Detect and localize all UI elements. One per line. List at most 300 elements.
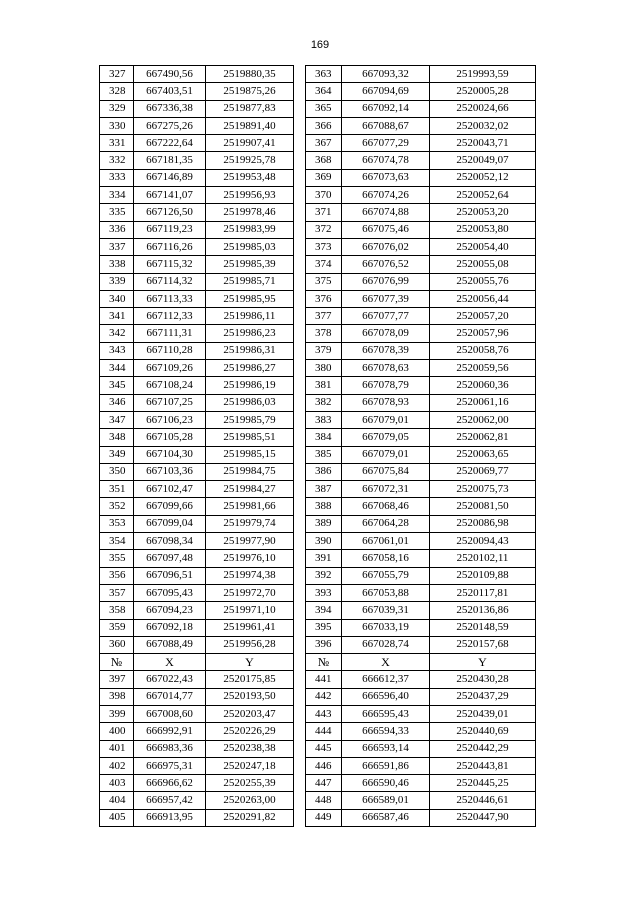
point-number-right: 396 xyxy=(306,636,342,653)
coord-x-left: 667146,89 xyxy=(134,169,206,186)
coord-y-right: 2520056,44 xyxy=(430,290,536,307)
point-number-left: 345 xyxy=(100,377,134,394)
column-gap xyxy=(294,792,306,809)
column-gap xyxy=(294,135,306,152)
coord-x-right: 667075,46 xyxy=(342,221,430,238)
coordinates-section-1 xyxy=(100,66,536,654)
coord-y-right: 2520055,08 xyxy=(430,256,536,273)
coord-y-right: 2520086,98 xyxy=(430,515,536,532)
table-row xyxy=(100,221,536,238)
coord-y-right: 2520062,81 xyxy=(430,429,536,446)
table-row xyxy=(100,602,536,619)
table-row xyxy=(100,204,536,221)
point-number-left: 401 xyxy=(100,740,134,757)
coord-x-right: 667028,74 xyxy=(342,636,430,653)
column-gap xyxy=(294,256,306,273)
coord-y-right: 2520094,43 xyxy=(430,533,536,550)
table-row xyxy=(100,533,536,550)
coord-x-right: 667076,52 xyxy=(342,256,430,273)
coord-y-left: 2519985,95 xyxy=(206,290,294,307)
table-row xyxy=(100,723,536,740)
coord-x-right: 666594,33 xyxy=(342,723,430,740)
column-gap xyxy=(294,671,306,688)
coord-y-right: 2520447,90 xyxy=(430,809,536,826)
coord-x-left: 667106,23 xyxy=(134,411,206,428)
point-number-left: 339 xyxy=(100,273,134,290)
table-row xyxy=(100,809,536,826)
coord-y-left: 2519880,35 xyxy=(206,66,294,83)
table-row xyxy=(100,567,536,584)
table-row xyxy=(100,636,536,653)
table-row xyxy=(100,169,536,186)
column-gap xyxy=(294,550,306,567)
header-y-right: Y xyxy=(430,654,536,671)
table-row xyxy=(100,411,536,428)
column-gap xyxy=(294,463,306,480)
point-number-right: 369 xyxy=(306,169,342,186)
column-gap xyxy=(294,169,306,186)
point-number-right: 442 xyxy=(306,688,342,705)
coord-y-right: 2520102,11 xyxy=(430,550,536,567)
coord-x-left: 666992,91 xyxy=(134,723,206,740)
point-number-left: 347 xyxy=(100,411,134,428)
coord-y-left: 2519877,83 xyxy=(206,100,294,117)
point-number-left: 327 xyxy=(100,66,134,83)
point-number-left: 360 xyxy=(100,636,134,653)
coord-y-left: 2520255,39 xyxy=(206,775,294,792)
point-number-right: 395 xyxy=(306,619,342,636)
column-gap xyxy=(294,481,306,498)
table-row xyxy=(100,671,536,688)
point-number-right: 370 xyxy=(306,187,342,204)
column-gap xyxy=(294,187,306,204)
coord-y-right: 2520148,59 xyxy=(430,619,536,636)
coord-x-left: 667092,18 xyxy=(134,619,206,636)
point-number-left: 398 xyxy=(100,688,134,705)
point-number-left: 336 xyxy=(100,221,134,238)
coord-y-right: 2520052,64 xyxy=(430,187,536,204)
coord-y-left: 2519974,38 xyxy=(206,567,294,584)
coord-x-right: 667074,26 xyxy=(342,187,430,204)
point-number-left: 335 xyxy=(100,204,134,221)
point-number-left: 358 xyxy=(100,602,134,619)
page-number: 169 xyxy=(310,39,330,51)
coord-x-right: 667074,78 xyxy=(342,152,430,169)
coord-y-left: 2519986,11 xyxy=(206,308,294,325)
column-gap xyxy=(294,619,306,636)
coord-y-right: 2520446,61 xyxy=(430,792,536,809)
coord-y-left: 2519956,28 xyxy=(206,636,294,653)
coord-y-right: 2520442,29 xyxy=(430,740,536,757)
column-gap xyxy=(294,360,306,377)
point-number-left: 330 xyxy=(100,117,134,134)
point-number-left: 355 xyxy=(100,550,134,567)
point-number-left: 331 xyxy=(100,135,134,152)
point-number-right: 389 xyxy=(306,515,342,532)
coord-y-left: 2519985,03 xyxy=(206,238,294,255)
coord-x-right: 667078,79 xyxy=(342,377,430,394)
coordinates-section-2 xyxy=(100,671,536,827)
coord-x-right: 666596,40 xyxy=(342,688,430,705)
table-row xyxy=(100,757,536,774)
coord-x-right: 667078,93 xyxy=(342,394,430,411)
coord-x-left: 667102,47 xyxy=(134,481,206,498)
table-row xyxy=(100,688,536,705)
coord-y-left: 2519985,39 xyxy=(206,256,294,273)
column-gap xyxy=(294,498,306,515)
coord-x-left: 667014,77 xyxy=(134,688,206,705)
coord-y-right: 2520439,01 xyxy=(430,705,536,722)
coord-y-right: 2520024,66 xyxy=(430,100,536,117)
point-number-left: 354 xyxy=(100,533,134,550)
coord-x-right: 667064,28 xyxy=(342,515,430,532)
point-number-left: 353 xyxy=(100,515,134,532)
coord-y-right: 2520062,00 xyxy=(430,411,536,428)
coord-y-right: 2520061,16 xyxy=(430,394,536,411)
column-gap xyxy=(294,238,306,255)
point-number-left: 348 xyxy=(100,429,134,446)
table-row xyxy=(100,135,536,152)
column-gap xyxy=(294,705,306,722)
column-gap xyxy=(294,688,306,705)
coord-y-left: 2519977,90 xyxy=(206,533,294,550)
column-gap xyxy=(294,66,306,83)
column-gap xyxy=(294,429,306,446)
coord-y-left: 2519986,27 xyxy=(206,360,294,377)
point-number-right: 364 xyxy=(306,83,342,100)
table-row xyxy=(100,117,536,134)
point-number-right: 372 xyxy=(306,221,342,238)
coord-x-left: 667112,33 xyxy=(134,308,206,325)
table-row xyxy=(100,446,536,463)
coord-y-right: 2520032,02 xyxy=(430,117,536,134)
column-gap xyxy=(294,446,306,463)
point-number-right: 373 xyxy=(306,238,342,255)
column-gap xyxy=(294,775,306,792)
coord-y-left: 2519984,75 xyxy=(206,463,294,480)
column-gap xyxy=(294,342,306,359)
point-number-left: 344 xyxy=(100,360,134,377)
column-gap xyxy=(294,584,306,601)
point-number-right: 441 xyxy=(306,671,342,688)
coord-y-right: 2520059,56 xyxy=(430,360,536,377)
coord-y-left: 2519978,46 xyxy=(206,204,294,221)
coord-x-right: 667077,39 xyxy=(342,290,430,307)
table-row xyxy=(100,619,536,636)
coord-x-right: 667053,88 xyxy=(342,584,430,601)
coord-x-left: 667116,26 xyxy=(134,238,206,255)
table-row xyxy=(100,66,536,83)
coord-y-right: 2520058,76 xyxy=(430,342,536,359)
column-gap xyxy=(294,83,306,100)
coord-x-left: 667275,26 xyxy=(134,117,206,134)
coord-x-left: 667141,07 xyxy=(134,187,206,204)
coord-x-right: 667076,99 xyxy=(342,273,430,290)
table-row xyxy=(100,377,536,394)
column-gap xyxy=(294,152,306,169)
coord-y-left: 2519981,66 xyxy=(206,498,294,515)
point-number-left: 397 xyxy=(100,671,134,688)
coord-x-left: 667088,49 xyxy=(134,636,206,653)
coord-x-left: 667111,31 xyxy=(134,325,206,342)
coord-y-right: 2520049,07 xyxy=(430,152,536,169)
coord-y-right: 2520063,65 xyxy=(430,446,536,463)
column-gap xyxy=(294,308,306,325)
coord-y-right: 2519993,59 xyxy=(430,66,536,83)
coord-x-right: 667078,39 xyxy=(342,342,430,359)
column-gap xyxy=(294,567,306,584)
coord-x-left: 667114,32 xyxy=(134,273,206,290)
coord-x-left: 666966,62 xyxy=(134,775,206,792)
coord-x-right: 667068,46 xyxy=(342,498,430,515)
coord-y-right: 2520430,28 xyxy=(430,671,536,688)
coord-y-left: 2520175,85 xyxy=(206,671,294,688)
coord-y-left: 2519976,10 xyxy=(206,550,294,567)
coord-x-right: 667088,67 xyxy=(342,117,430,134)
coord-x-right: 667078,63 xyxy=(342,360,430,377)
header-num-right: № xyxy=(306,654,342,671)
coord-y-right: 2520443,81 xyxy=(430,757,536,774)
table-row xyxy=(100,308,536,325)
column-gap xyxy=(294,809,306,826)
point-number-right: 392 xyxy=(306,567,342,584)
coord-y-left: 2519925,78 xyxy=(206,152,294,169)
header-num-left: № xyxy=(100,654,134,671)
coord-x-left: 667105,28 xyxy=(134,429,206,446)
column-gap xyxy=(294,654,306,671)
coord-y-right: 2520060,36 xyxy=(430,377,536,394)
coord-y-left: 2519907,41 xyxy=(206,135,294,152)
header-x-right: X xyxy=(342,654,430,671)
coord-x-right: 667073,63 xyxy=(342,169,430,186)
point-number-right: 378 xyxy=(306,325,342,342)
coord-y-left: 2519972,70 xyxy=(206,584,294,601)
coord-y-right: 2520057,96 xyxy=(430,325,536,342)
coord-x-right: 667079,01 xyxy=(342,411,430,428)
coord-y-right: 2520117,81 xyxy=(430,584,536,601)
point-number-right: 391 xyxy=(306,550,342,567)
table-row xyxy=(100,187,536,204)
coord-y-left: 2519984,27 xyxy=(206,481,294,498)
point-number-right: 448 xyxy=(306,792,342,809)
table-row xyxy=(100,429,536,446)
coord-y-right: 2520437,29 xyxy=(430,688,536,705)
header-row xyxy=(100,654,536,671)
table-row xyxy=(100,705,536,722)
coord-x-right: 666590,46 xyxy=(342,775,430,792)
coord-x-left: 667113,33 xyxy=(134,290,206,307)
point-number-right: 381 xyxy=(306,377,342,394)
coord-y-right: 2520440,69 xyxy=(430,723,536,740)
point-number-left: 329 xyxy=(100,100,134,117)
coord-y-left: 2519875,26 xyxy=(206,83,294,100)
coord-x-right: 666612,37 xyxy=(342,671,430,688)
coord-y-right: 2520136,86 xyxy=(430,602,536,619)
coord-y-right: 2520052,12 xyxy=(430,169,536,186)
coord-y-right: 2520109,88 xyxy=(430,567,536,584)
point-number-right: 386 xyxy=(306,463,342,480)
point-number-left: 356 xyxy=(100,567,134,584)
point-number-left: 404 xyxy=(100,792,134,809)
point-number-left: 337 xyxy=(100,238,134,255)
table-row xyxy=(100,515,536,532)
coord-x-right: 667055,79 xyxy=(342,567,430,584)
coord-x-left: 667119,23 xyxy=(134,221,206,238)
coord-x-left: 667096,51 xyxy=(134,567,206,584)
point-number-left: 338 xyxy=(100,256,134,273)
coord-x-right: 667078,09 xyxy=(342,325,430,342)
coord-y-right: 2520054,40 xyxy=(430,238,536,255)
point-number-left: 332 xyxy=(100,152,134,169)
point-number-left: 405 xyxy=(100,809,134,826)
coord-y-left: 2519891,40 xyxy=(206,117,294,134)
coord-x-right: 667076,02 xyxy=(342,238,430,255)
coord-y-right: 2520157,68 xyxy=(430,636,536,653)
coord-x-left: 666983,36 xyxy=(134,740,206,757)
coord-x-left: 667126,50 xyxy=(134,204,206,221)
coord-x-right: 667058,16 xyxy=(342,550,430,567)
header-y-left: Y xyxy=(206,654,294,671)
point-number-right: 390 xyxy=(306,533,342,550)
table-row xyxy=(100,498,536,515)
column-gap xyxy=(294,377,306,394)
coord-y-left: 2519961,41 xyxy=(206,619,294,636)
table-row xyxy=(100,290,536,307)
point-number-right: 445 xyxy=(306,740,342,757)
coord-y-left: 2520247,18 xyxy=(206,757,294,774)
table-row xyxy=(100,550,536,567)
column-gap xyxy=(294,602,306,619)
coord-x-left: 666913,95 xyxy=(134,809,206,826)
coord-x-left: 667403,51 xyxy=(134,83,206,100)
point-number-right: 385 xyxy=(306,446,342,463)
coord-x-left: 667103,36 xyxy=(134,463,206,480)
column-gap xyxy=(294,204,306,221)
coord-y-left: 2519986,23 xyxy=(206,325,294,342)
point-number-right: 447 xyxy=(306,775,342,792)
column-gap xyxy=(294,394,306,411)
coord-y-right: 2520081,50 xyxy=(430,498,536,515)
coord-x-left: 667222,64 xyxy=(134,135,206,152)
coord-x-right: 667079,01 xyxy=(342,446,430,463)
column-gap xyxy=(294,290,306,307)
coord-y-right: 2520053,20 xyxy=(430,204,536,221)
point-number-left: 340 xyxy=(100,290,134,307)
point-number-right: 394 xyxy=(306,602,342,619)
point-number-right: 388 xyxy=(306,498,342,515)
point-number-left: 349 xyxy=(100,446,134,463)
coord-y-right: 2520053,80 xyxy=(430,221,536,238)
coord-x-right: 666589,01 xyxy=(342,792,430,809)
table-row xyxy=(100,83,536,100)
table-row xyxy=(100,792,536,809)
coord-y-right: 2520055,76 xyxy=(430,273,536,290)
coord-y-right: 2520043,71 xyxy=(430,135,536,152)
point-number-right: 374 xyxy=(306,256,342,273)
point-number-left: 399 xyxy=(100,705,134,722)
coord-x-right: 667061,01 xyxy=(342,533,430,550)
table-row xyxy=(100,325,536,342)
table-row xyxy=(100,775,536,792)
header-x-left: X xyxy=(134,654,206,671)
coord-x-left: 667108,24 xyxy=(134,377,206,394)
column-gap xyxy=(294,273,306,290)
column-gap xyxy=(294,533,306,550)
coord-x-right: 667093,32 xyxy=(342,66,430,83)
point-number-right: 376 xyxy=(306,290,342,307)
coord-x-right: 666591,86 xyxy=(342,757,430,774)
coordinates-header xyxy=(100,654,536,671)
column-gap xyxy=(294,221,306,238)
coord-y-left: 2520203,47 xyxy=(206,705,294,722)
coord-x-right: 667079,05 xyxy=(342,429,430,446)
coord-x-right: 667033,19 xyxy=(342,619,430,636)
coord-x-left: 667097,48 xyxy=(134,550,206,567)
coord-x-left: 667110,28 xyxy=(134,342,206,359)
table-row xyxy=(100,360,536,377)
table-row xyxy=(100,740,536,757)
table-row xyxy=(100,100,536,117)
point-number-right: 368 xyxy=(306,152,342,169)
column-gap xyxy=(294,515,306,532)
point-number-left: 341 xyxy=(100,308,134,325)
column-gap xyxy=(294,740,306,757)
point-number-left: 328 xyxy=(100,83,134,100)
coord-y-left: 2519985,79 xyxy=(206,411,294,428)
coord-x-left: 667022,43 xyxy=(134,671,206,688)
point-number-right: 446 xyxy=(306,757,342,774)
coord-y-left: 2519986,03 xyxy=(206,394,294,411)
table-row xyxy=(100,238,536,255)
point-number-left: 402 xyxy=(100,757,134,774)
coord-y-left: 2520291,82 xyxy=(206,809,294,826)
coord-y-right: 2520005,28 xyxy=(430,83,536,100)
coord-y-right: 2520057,20 xyxy=(430,308,536,325)
coord-y-left: 2519971,10 xyxy=(206,602,294,619)
point-number-right: 365 xyxy=(306,100,342,117)
coord-x-left: 667490,56 xyxy=(134,66,206,83)
coord-x-left: 667099,66 xyxy=(134,498,206,515)
coord-y-left: 2519953,48 xyxy=(206,169,294,186)
coord-x-right: 667075,84 xyxy=(342,463,430,480)
point-number-right: 363 xyxy=(306,66,342,83)
point-number-right: 382 xyxy=(306,394,342,411)
column-gap xyxy=(294,723,306,740)
coord-x-right: 666595,43 xyxy=(342,705,430,722)
coord-x-left: 667095,43 xyxy=(134,584,206,601)
table-row xyxy=(100,584,536,601)
column-gap xyxy=(294,411,306,428)
coord-y-right: 2520069,77 xyxy=(430,463,536,480)
point-number-right: 367 xyxy=(306,135,342,152)
coord-y-left: 2520193,50 xyxy=(206,688,294,705)
point-number-right: 379 xyxy=(306,342,342,359)
coord-y-left: 2520263,00 xyxy=(206,792,294,809)
coord-x-right: 666587,46 xyxy=(342,809,430,826)
coord-x-right: 667074,88 xyxy=(342,204,430,221)
point-number-right: 393 xyxy=(306,584,342,601)
coord-x-right: 667094,69 xyxy=(342,83,430,100)
point-number-right: 380 xyxy=(306,360,342,377)
coord-y-left: 2520226,29 xyxy=(206,723,294,740)
point-number-right: 383 xyxy=(306,411,342,428)
coord-y-left: 2519979,74 xyxy=(206,515,294,532)
column-gap xyxy=(294,757,306,774)
table-row xyxy=(100,273,536,290)
point-number-right: 371 xyxy=(306,204,342,221)
point-number-right: 377 xyxy=(306,308,342,325)
table-row xyxy=(100,152,536,169)
